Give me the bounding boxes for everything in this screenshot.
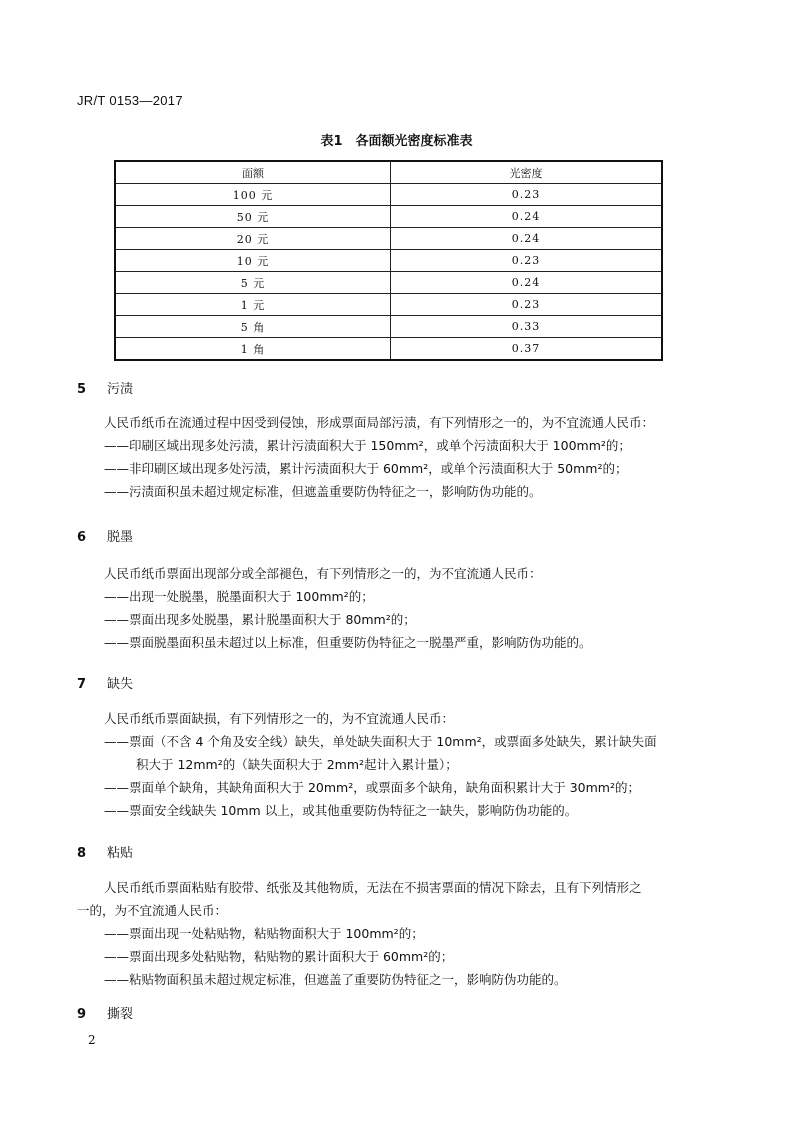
denomination-cell: 10 元 (115, 250, 391, 272)
section-intro: 人民币纸币票面缺损，有下列情形之一的，为不宜流通人民币： (104, 711, 455, 726)
section-title: 污渍 (107, 382, 134, 397)
denomination-cell: 1 元 (115, 294, 391, 316)
table-row (115, 184, 662, 206)
section-title: 缺失 (107, 677, 134, 692)
denomination-cell: 50 元 (115, 206, 391, 228)
list-item: ——粘贴物面积虽未超过规定标准，但遮盖了重要防伪特征之一，影响防伪功能的。 (104, 972, 567, 987)
section-heading-8 (77, 842, 133, 861)
denomination-cell: 20 元 (115, 228, 391, 250)
table-row (115, 294, 662, 316)
density-cell: 0.23 (391, 294, 663, 316)
table-row (115, 338, 662, 361)
section-intro: 人民币纸币票面出现部分或全部褪色，有下列情形之一的，为不宜流通人民币： (104, 566, 542, 581)
list-item: ——票面安全线缺失 10mm 以上，或其他重要防伪特征之一缺失，影响防伪功能的。 (104, 803, 578, 818)
denomination-cell: 5 角 (115, 316, 391, 338)
density-cell: 0.24 (391, 206, 663, 228)
list-item: ——票面（不含 4 个角及安全线）缺失，单处缺失面积大于 10mm²，或票面多处缺失，累计缺失面 (104, 734, 657, 749)
section-body-7 (77, 707, 717, 822)
density-cell: 0.33 (391, 316, 663, 338)
table-row (115, 206, 662, 228)
section-intro: 人民币纸币在流通过程中因受到侵蚀，形成票面局部污渍，有下列情形之一的，为不宜流通人民币： (104, 415, 655, 430)
section-heading-5 (77, 378, 133, 397)
list-item: ——印刷区域出现多处污渍，累计污渍面积大于 150mm²，或单个污渍面积大于 100mm²的； (104, 438, 631, 453)
section-heading-7 (77, 673, 133, 692)
section-body-6 (77, 562, 717, 654)
density-cell: 0.24 (391, 272, 663, 294)
density-cell: 0.23 (391, 184, 663, 206)
list-item: ——出现一处脱墨，脱墨面积大于 100mm²的； (104, 589, 374, 604)
density-cell: 0.24 (391, 228, 663, 250)
section-title: 脱墨 (107, 530, 134, 545)
density-table (114, 160, 663, 361)
table-row (115, 272, 662, 294)
section-number: 9 (77, 1007, 87, 1022)
table-caption: 表1 各面额光密度标准表 (320, 134, 473, 149)
list-item: ——污渍面积虽未超过规定标准，但遮盖重要防伪特征之一，影响防伪功能的。 (104, 484, 542, 499)
standard-code: JR/T 0153—2017 (77, 93, 183, 108)
section-number: 8 (77, 846, 87, 861)
column-header-density: 光密度 (391, 161, 663, 184)
list-item: ——非印刷区域出现多处污渍，累计污渍面积大于 60mm²，或单个污渍面积大于 50mm²的； (104, 461, 628, 476)
section-intro: 人民币纸币票面粘贴有胶带、纸张及其他物质，无法在不损害票面的情况下除去，且有下列情形之 (104, 880, 642, 895)
density-cell: 0.23 (391, 250, 663, 272)
list-item-continuation: 积大于 12mm²的（缺失面积大于 2mm²起计入累计量）； (136, 757, 458, 772)
denomination-cell: 100 元 (115, 184, 391, 206)
section-body-5 (77, 411, 717, 503)
table-row (115, 250, 662, 272)
page-number: 2 (88, 1033, 96, 1047)
list-item: ——票面出现一处粘贴物，粘贴物面积大于 100mm²的； (104, 926, 424, 941)
list-item: ——票面脱墨面积虽未超过以上标准，但重要防伪特征之一脱墨严重，影响防伪功能的。 (104, 635, 592, 650)
section-number: 5 (77, 382, 87, 397)
table-row (115, 316, 662, 338)
section-number: 6 (77, 530, 87, 545)
density-cell: 0.37 (391, 338, 663, 361)
list-item: ——票面出现多处粘贴物，粘贴物的累计面积大于 60mm²的； (104, 949, 454, 964)
denomination-cell: 5 元 (115, 272, 391, 294)
denomination-cell: 1 角 (115, 338, 391, 361)
section-title: 粘贴 (107, 846, 134, 861)
section-body-8 (77, 876, 717, 991)
section-number: 7 (77, 677, 87, 692)
list-item: ——票面出现多处脱墨，累计脱墨面积大于 80mm²的； (104, 612, 416, 627)
section-intro-continuation: 一的，为不宜流通人民币： (77, 903, 228, 918)
section-heading-6 (77, 526, 133, 545)
column-header-denomination: 面额 (115, 161, 391, 184)
section-title: 撕裂 (107, 1007, 134, 1022)
section-heading-9 (77, 1003, 133, 1022)
list-item: ——票面单个缺角，其缺角面积大于 20mm²，或票面多个缺角，缺角面积累计大于 30mm²的； (104, 780, 640, 795)
table-row (115, 228, 662, 250)
table-header-row (115, 161, 662, 184)
